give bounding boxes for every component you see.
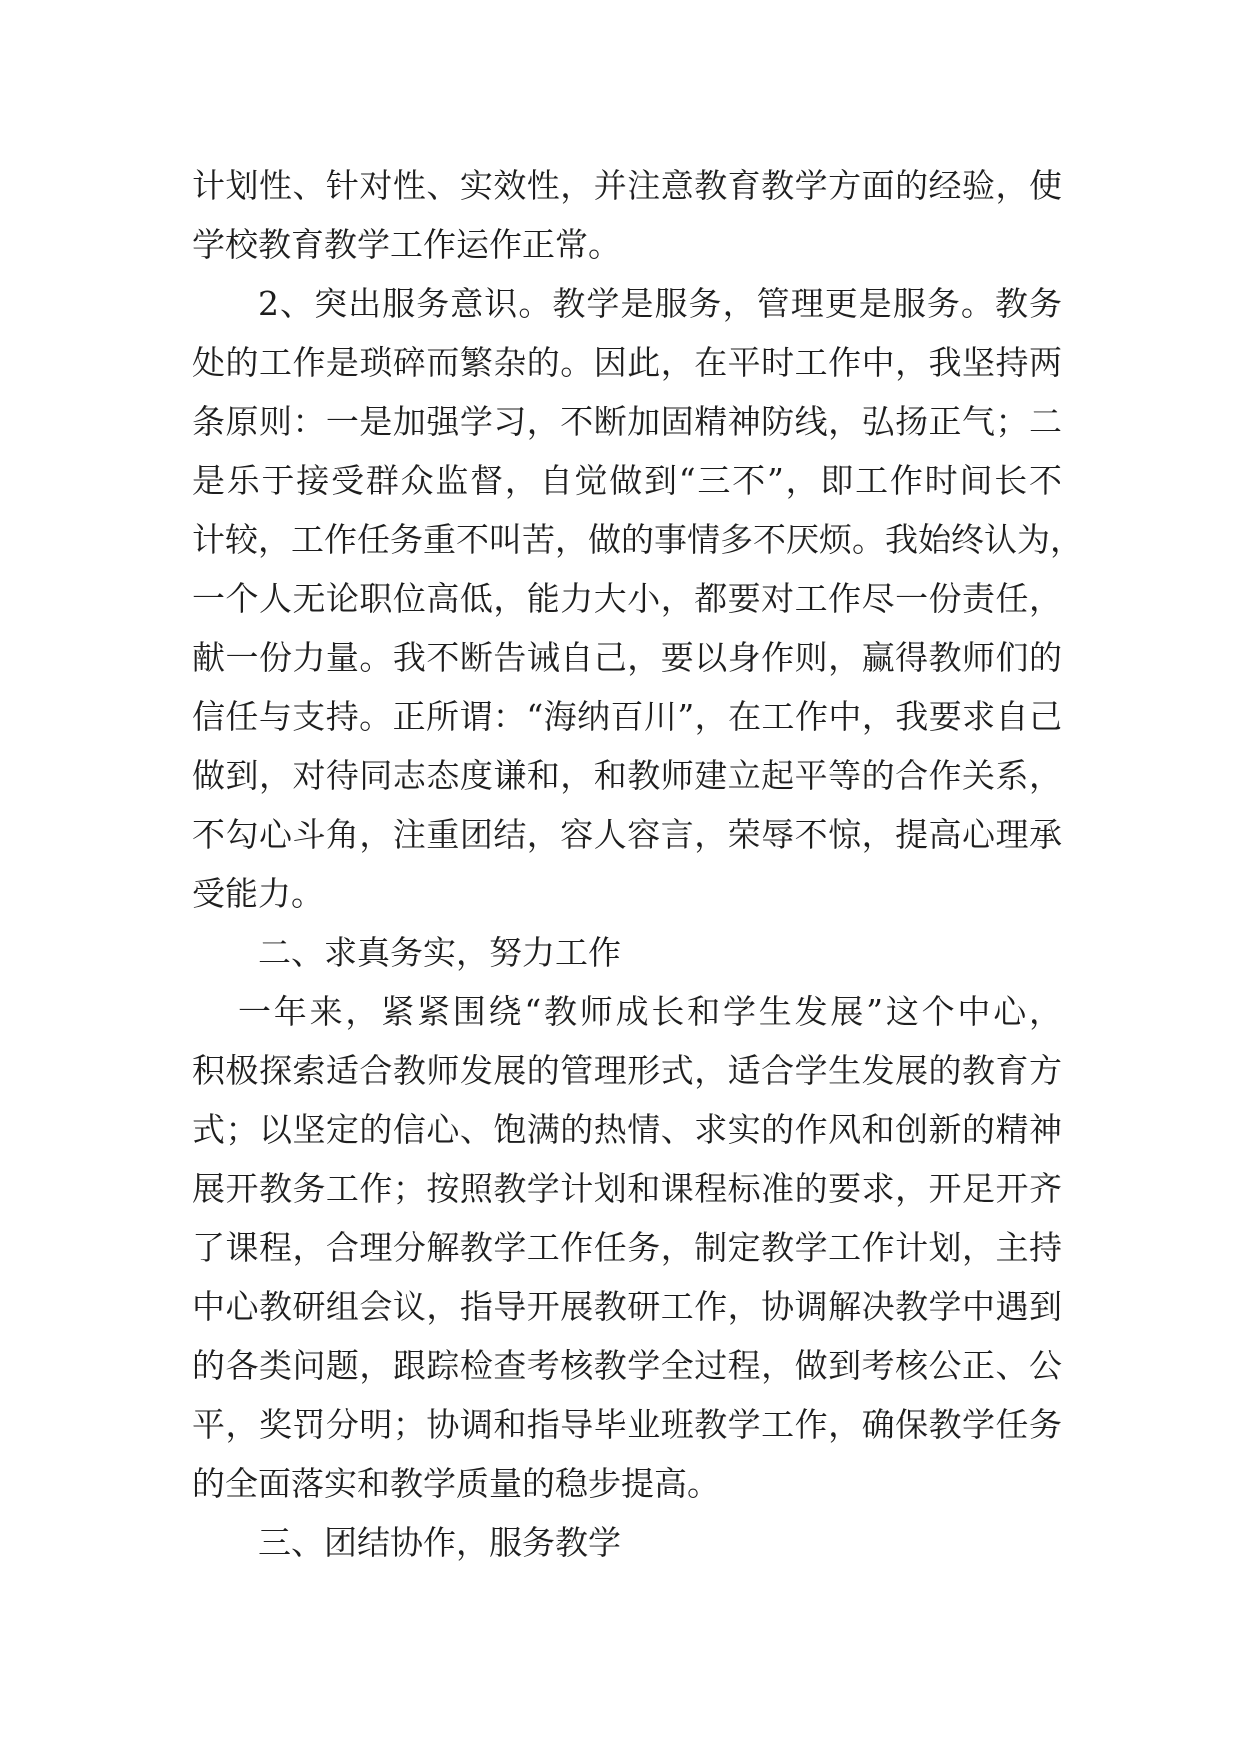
text-line: 的各类问题，跟踪检查考核教学全过程，做到考核公正、公 bbox=[192, 1346, 1062, 1385]
text-line: 积极探索适合教师发展的管理形式，适合学生发展的教育方 bbox=[192, 1051, 1062, 1090]
text-line: 条原则：一是加强学习，不断加固精神防线，弘扬正气；二 bbox=[192, 402, 1062, 441]
text-line: 了课程，合理分解教学工作任务，制定教学工作计划，主持 bbox=[192, 1228, 1062, 1267]
text-line: 是乐于接受群众监督，自觉做到“三不”，即工作时间长不 bbox=[192, 461, 1062, 500]
text-line: 做到，对待同志态度谦和，和教师建立起平等的合作关系， bbox=[192, 756, 1062, 795]
paragraph-service-awareness bbox=[192, 274, 1083, 923]
text-line: 处的工作是琐碎而繁杂的。因此，在平时工作中，我坚持两 bbox=[192, 343, 1062, 382]
text-line: 式；以坚定的信心、饱满的热情、求实的作风和创新的精神 bbox=[192, 1110, 1062, 1149]
text-line: 学校教育教学工作运作正常。 bbox=[192, 225, 621, 264]
text-line: 计较，工作任务重不叫苦，做的事情多不厌烦。我始终认为， bbox=[192, 520, 1083, 559]
section-heading-2: 二、求真务实，努力工作 bbox=[258, 933, 621, 972]
text-line: 一年来，紧紧围绕“教师成长和学生发展”这个中心， bbox=[238, 992, 1062, 1031]
text-line: 献一份力量。我不断告诫自己，要以身作则，赢得教师们的 bbox=[192, 638, 1062, 677]
text-line: 受能力。 bbox=[192, 874, 324, 913]
text-line: 一个人无论职位高低，能力大小，都要对工作尽一份责任， bbox=[192, 579, 1062, 618]
paragraph-work-summary bbox=[192, 982, 1062, 1513]
text-line: 计划性、针对性、实效性，并注意教育教学方面的经验，使 bbox=[192, 166, 1062, 205]
paragraph-continuation bbox=[192, 156, 1062, 274]
document-body bbox=[192, 156, 1083, 1572]
text-line: 展开教务工作；按照教学计划和课程标准的要求，开足开齐 bbox=[192, 1169, 1062, 1208]
text-line: 中心教研组会议，指导开展教研工作，协调解决教学中遇到 bbox=[192, 1287, 1062, 1326]
text-line: 信任与支持。正所谓：“海纳百川”，在工作中，我要求自己 bbox=[192, 697, 1062, 736]
text-line: 不勾心斗角，注重团结，容人容言，荣辱不惊，提高心理承 bbox=[192, 815, 1062, 854]
text-line: 2、突出服务意识。教学是服务，管理更是服务。教务 bbox=[258, 284, 1062, 323]
section-heading-3: 三、团结协作，服务教学 bbox=[258, 1523, 621, 1562]
text-line: 的全面落实和教学质量的稳步提高。 bbox=[192, 1464, 720, 1503]
text-line: 平，奖罚分明；协调和指导毕业班教学工作，确保教学任务 bbox=[192, 1405, 1062, 1444]
